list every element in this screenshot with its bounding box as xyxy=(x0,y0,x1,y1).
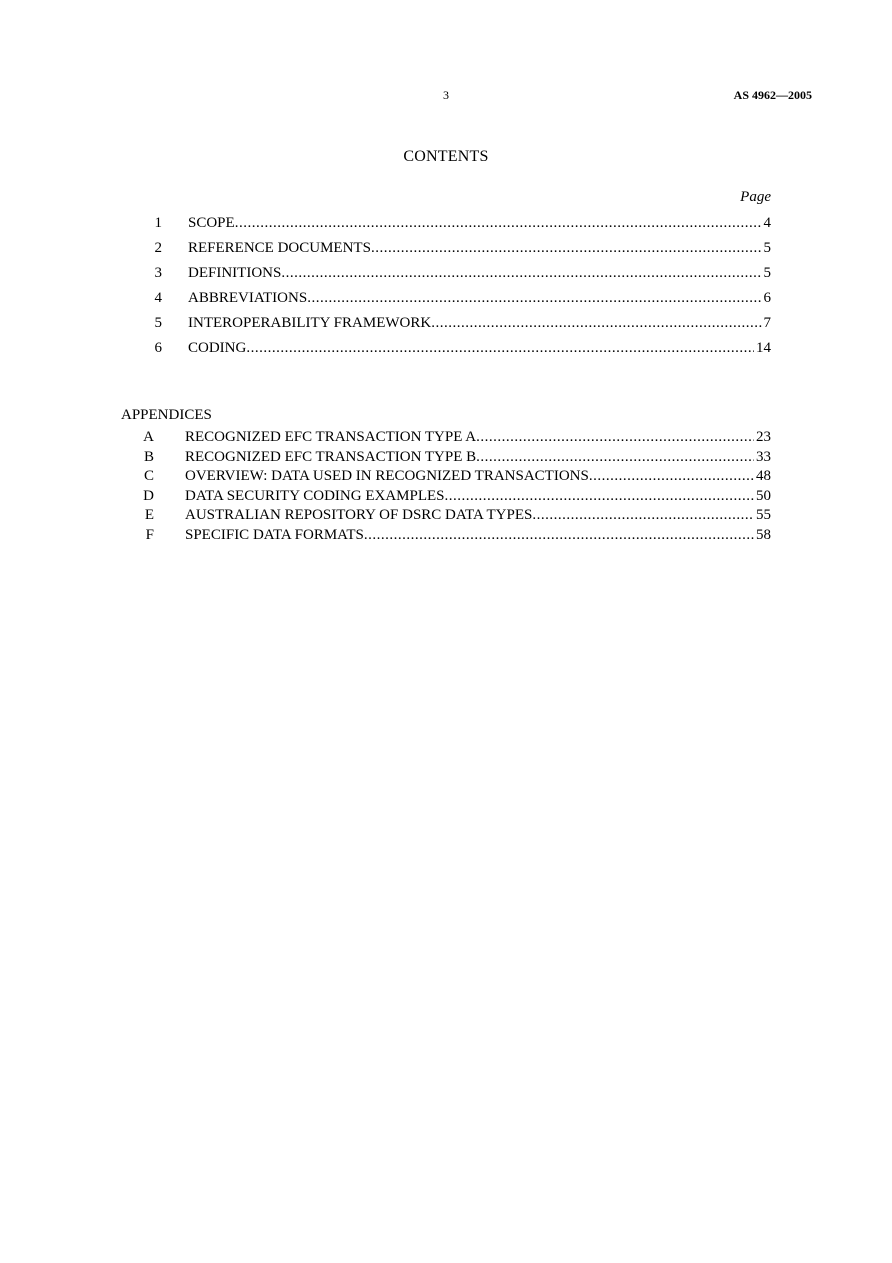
toc-entry[interactable] xyxy=(0,286,892,310)
appendix-title: RECOGNIZED EFC TRANSACTION TYPE A xyxy=(185,429,477,445)
toc-entry-page: 7 xyxy=(763,315,771,331)
dot-leader xyxy=(364,523,754,547)
toc-entry-page: 4 xyxy=(763,215,771,231)
toc-entry-title: INTEROPERABILITY FRAMEWORK xyxy=(188,315,432,331)
appendix-letter: D xyxy=(143,487,154,504)
appendix-title: RECOGNIZED EFC TRANSACTION TYPE B xyxy=(185,448,477,465)
standard-identifier: AS 4962—2005 xyxy=(733,88,812,102)
appendix-title: DATA SECURITY CODING EXAMPLES xyxy=(185,487,445,504)
dot-leader xyxy=(371,236,762,260)
toc-entry-number: 6 xyxy=(154,340,162,356)
appendix-letter: E xyxy=(144,507,154,523)
toc-entry-title: DEFINITIONS xyxy=(188,265,282,281)
toc-entry[interactable] xyxy=(0,261,892,285)
toc-entry-number: 2 xyxy=(154,240,162,256)
toc-entry-page: 5 xyxy=(763,240,771,256)
appendix-title: OVERVIEW: DATA USED IN RECOGNIZED TRANSACTIONS xyxy=(185,468,589,484)
toc-entry-number: 5 xyxy=(154,315,162,331)
toc-entry[interactable] xyxy=(0,236,892,260)
appendices-heading: APPENDICES xyxy=(121,407,212,423)
contents-title: CONTENTS xyxy=(403,148,489,165)
page-number: 3 xyxy=(443,88,449,102)
appendix-letter: A xyxy=(143,429,154,445)
appendix-page: 23 xyxy=(756,429,771,445)
toc-entry-number: 3 xyxy=(154,265,162,281)
toc-entry[interactable] xyxy=(0,211,892,235)
appendix-letter: B xyxy=(143,448,154,465)
toc-entry-title: SCOPE xyxy=(188,215,235,231)
toc-entry-title: CODING xyxy=(188,340,247,356)
dot-leader xyxy=(281,261,761,285)
appendix-letter: F xyxy=(145,526,154,543)
dot-leader xyxy=(431,311,761,335)
appendix-page: 55 xyxy=(756,507,771,523)
toc-entry-number: 1 xyxy=(154,215,162,231)
dot-leader xyxy=(246,336,754,360)
toc-entry-page: 5 xyxy=(763,265,771,281)
appendix-entry[interactable] xyxy=(0,523,892,547)
appendix-page: 33 xyxy=(756,448,771,465)
dot-leader xyxy=(307,286,761,310)
toc-entry[interactable] xyxy=(0,336,892,360)
appendix-page: 48 xyxy=(756,468,771,484)
dot-leader xyxy=(235,211,762,235)
appendix-letter: C xyxy=(143,468,154,484)
appendix-page: 50 xyxy=(756,487,771,504)
appendix-title: SPECIFIC DATA FORMATS xyxy=(185,526,364,543)
toc-entry-page: 14 xyxy=(756,340,771,356)
toc-entry-title: REFERENCE DOCUMENTS xyxy=(188,240,371,256)
toc-entry-number: 4 xyxy=(154,290,162,306)
toc-entry-title: ABBREVIATIONS xyxy=(188,290,308,306)
appendix-title: AUSTRALIAN REPOSITORY OF DSRC DATA TYPES xyxy=(185,507,533,523)
toc-entry[interactable] xyxy=(0,311,892,335)
page-column-label: Page xyxy=(740,189,771,205)
appendix-page: 58 xyxy=(756,526,771,543)
toc-entry-page: 6 xyxy=(763,290,771,306)
